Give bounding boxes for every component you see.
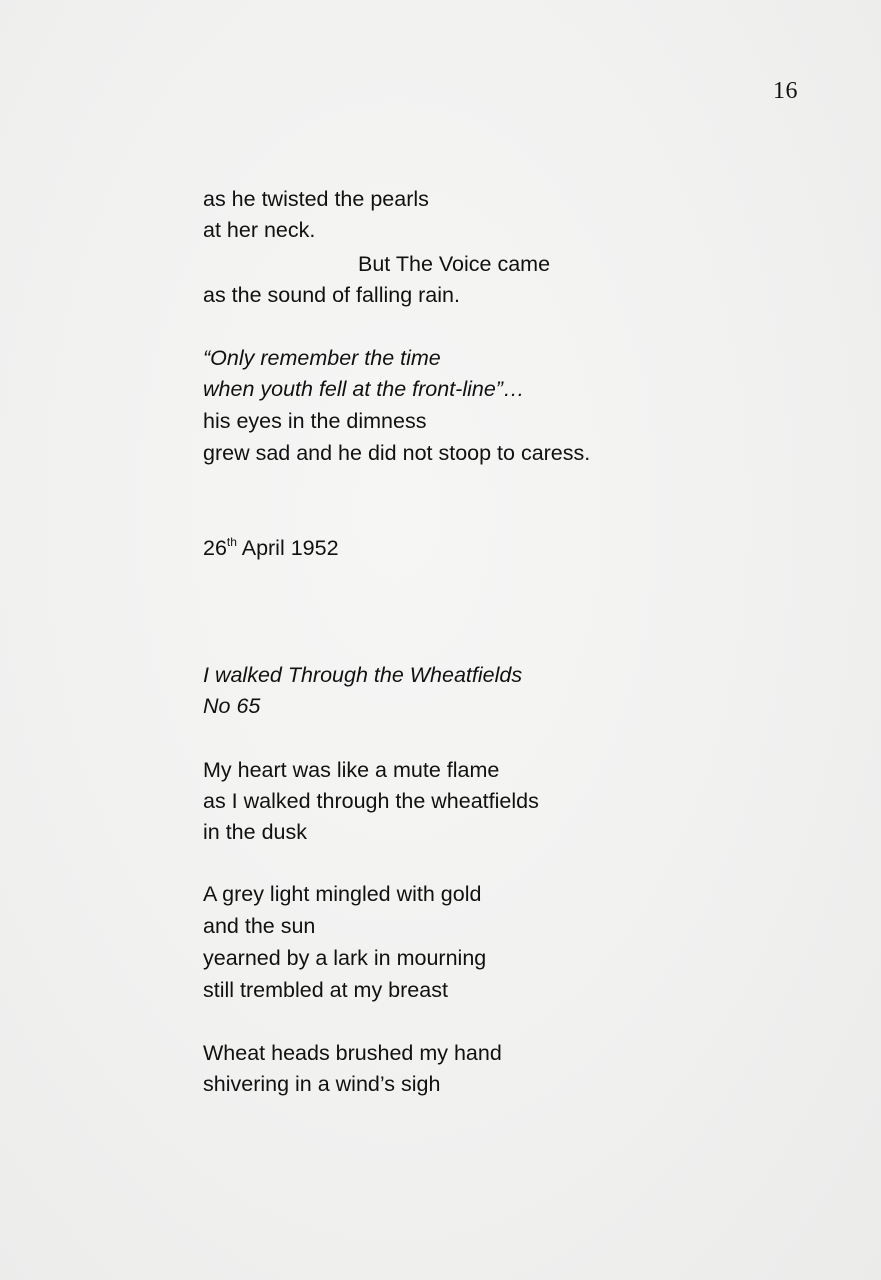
quote-line: “Only remember the time bbox=[203, 346, 441, 370]
poem-line: grew sad and he did not stoop to caress. bbox=[203, 441, 591, 465]
poem-line: at her neck. bbox=[203, 218, 316, 242]
date-rest: April 1952 bbox=[236, 536, 339, 560]
poem-line: as he twisted the pearls bbox=[203, 187, 429, 211]
stanza-line: shivering in a wind’s sigh bbox=[203, 1072, 441, 1096]
stanza-line: in the dusk bbox=[203, 820, 307, 844]
date-suffix: th bbox=[226, 535, 237, 549]
stanza-line: still trembled at my breast bbox=[203, 978, 448, 1002]
poem-line: as the sound of falling rain. bbox=[203, 283, 460, 307]
stanza-line: Wheat heads brushed my hand bbox=[203, 1041, 502, 1065]
stanza-line: as I walked through the wheatfields bbox=[203, 789, 539, 813]
poem-line: his eyes in the dimness bbox=[203, 409, 427, 433]
page-number: 16 bbox=[773, 78, 798, 104]
poem-line: But The Voice came bbox=[358, 252, 551, 276]
stanza-line: yearned by a lark in mourning bbox=[203, 946, 487, 970]
stanza-line: My heart was like a mute flame bbox=[203, 758, 500, 782]
poem-date bbox=[203, 534, 339, 562]
poem-title: I walked Through the Wheatfields bbox=[203, 663, 523, 687]
date-day: 26 bbox=[203, 536, 227, 560]
stanza-line: A grey light mingled with gold bbox=[203, 882, 482, 906]
poem-number: No 65 bbox=[203, 694, 261, 718]
stanza-line: and the sun bbox=[203, 914, 316, 938]
quote-line: when youth fell at the front-line”… bbox=[203, 377, 525, 401]
